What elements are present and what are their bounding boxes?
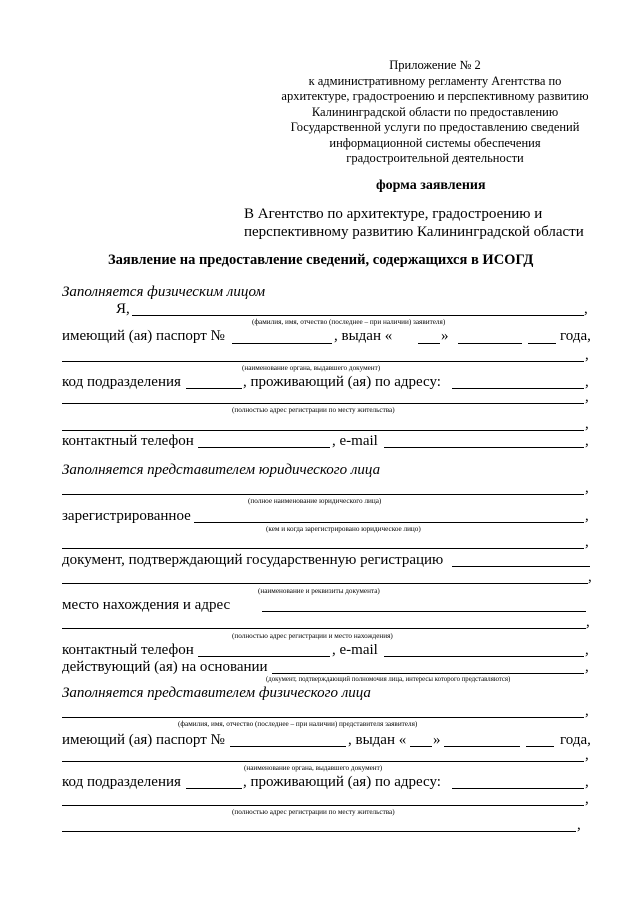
comma: ,	[585, 659, 589, 675]
legal-phone-label: контактный телефон	[62, 642, 194, 658]
rep-issuer-hint: (наименование органа, выдавшего документ)	[244, 764, 383, 772]
rep-year-label: года,	[560, 732, 591, 748]
rep-address-field-2[interactable]	[62, 805, 584, 806]
comma: ,	[588, 569, 592, 585]
quote-close: »	[441, 328, 449, 344]
location-field-2[interactable]	[62, 628, 586, 629]
rep-fio-field[interactable]	[62, 717, 584, 718]
doc-field[interactable]	[452, 566, 590, 567]
rep-address-field-3[interactable]	[62, 831, 576, 832]
basis-hint: (документ, подтверждающий полномочия лица, интересы которого представляются)	[266, 676, 511, 683]
rep-issued-label: , выдан «	[348, 732, 407, 748]
doc-field-2[interactable]	[62, 583, 588, 584]
comma: ,	[585, 433, 589, 449]
appendix-line: градостроительной деятельности	[346, 151, 524, 165]
form-label: форма заявления	[376, 178, 486, 193]
comma: ,	[585, 374, 589, 390]
year-label: года,	[560, 328, 591, 344]
comma: ,	[585, 508, 589, 524]
basis-label: действующий (ая) на основании	[62, 659, 268, 675]
fio-hint: (фамилия, имя, отчество (последнее – при наличии) заявителя)	[252, 318, 446, 326]
rep-residing-label: , проживающий (ая) по адресу:	[243, 774, 441, 790]
rep-issued-day-field[interactable]	[410, 746, 432, 747]
comma: ,	[585, 747, 589, 763]
page-title: Заявление на предоставление сведений, содержащихся в ИСОГД	[108, 252, 534, 268]
addressee-line-1: В Агентство по архитектуре, градостроению и	[244, 206, 543, 222]
doc-label: документ, подтверждающий государственную регистрацию	[62, 552, 444, 568]
issued-month-field[interactable]	[458, 343, 522, 344]
comma: ,	[585, 389, 589, 405]
section-heading-legal: Заполняется представителем юридического лица	[62, 462, 381, 478]
comma: ,	[577, 817, 581, 833]
addressee-line-2: перспективному развитию Калининградской области	[244, 224, 584, 240]
basis-field[interactable]	[272, 673, 584, 674]
issuer-field[interactable]	[62, 361, 584, 362]
i-label: Я,	[116, 301, 130, 317]
phone-label: контактный телефон	[62, 433, 194, 449]
address-hint: (полностью адрес регистрации по месту жительства)	[232, 406, 395, 414]
fio-field[interactable]	[132, 315, 584, 316]
residing-label: , проживающий (ая) по адресу:	[243, 374, 441, 390]
section-heading-individual: Заполняется физическим лицом	[62, 284, 266, 300]
appendix-line: к административному регламенту Агентства по	[308, 73, 562, 88]
address-field-3[interactable]	[62, 430, 584, 431]
issued-label: , выдан «	[334, 328, 393, 344]
appendix-line: Государственной услуги по предоставлению сведений	[290, 120, 580, 134]
registered-field[interactable]	[194, 522, 584, 523]
rep-issued-month-field[interactable]	[444, 746, 520, 747]
legal-email-field[interactable]	[384, 656, 584, 657]
rep-passport-label: имеющий (ая) паспорт №	[62, 732, 225, 748]
location-hint: (полностью адрес регистрации и место нахождения)	[232, 632, 393, 640]
issuer-hint: (наименование органа, выдавшего документ)	[242, 364, 381, 372]
rep-issuer-field[interactable]	[62, 761, 584, 762]
appendix-line: Приложение № 2	[389, 58, 481, 72]
comma: ,	[584, 301, 588, 317]
section-heading-rep: Заполняется представителем физического лица	[62, 685, 371, 701]
comma: ,	[585, 480, 589, 496]
rep-address-hint: (полностью адрес регистрации по месту жительства)	[232, 808, 395, 816]
comma: ,	[585, 347, 589, 363]
registered-field-2[interactable]	[62, 548, 584, 549]
comma: ,	[585, 534, 589, 550]
legal-email-label: , e-mail	[332, 642, 378, 658]
comma: ,	[585, 416, 589, 432]
phone-field[interactable]	[198, 447, 330, 448]
rep-quote-close: »	[433, 732, 441, 748]
appendix-line: Калининградской области по предоставлению	[311, 104, 559, 119]
registered-label: зарегистрированное	[62, 508, 191, 524]
comma: ,	[586, 614, 590, 630]
registered-hint: (кем и когда зарегистрировано юридическое лицо)	[266, 525, 421, 533]
comma: ,	[585, 774, 589, 790]
rep-passport-number-field[interactable]	[230, 746, 346, 747]
email-label: , e-mail	[332, 433, 378, 449]
issued-year-field[interactable]	[528, 343, 556, 344]
legal-name-hint: (полное наименование юридического лица)	[248, 497, 382, 505]
legal-name-field[interactable]	[62, 494, 584, 495]
division-code-field[interactable]	[186, 388, 242, 389]
division-label: код подразделения	[62, 374, 181, 390]
appendix-header	[270, 58, 600, 167]
passport-number-field[interactable]	[232, 343, 332, 344]
issued-day-field[interactable]	[418, 343, 440, 344]
rep-division-code-field[interactable]	[186, 788, 242, 789]
comma: ,	[585, 642, 589, 658]
legal-phone-field[interactable]	[198, 656, 330, 657]
comma: ,	[585, 791, 589, 807]
location-label: место нахождения и адрес	[62, 597, 231, 613]
appendix-line: информационной системы обеспечения	[329, 135, 541, 150]
doc-hint: (наименование и реквизиты документа)	[258, 587, 380, 595]
appendix-line: архитектуре, градостроению и перспективному развитию	[281, 89, 589, 103]
rep-issued-year-field[interactable]	[526, 746, 554, 747]
address-field[interactable]	[452, 388, 584, 389]
rep-fio-hint: (фамилия, имя, отчество (последнее – при наличии) представителя заявителя)	[178, 720, 418, 728]
rep-address-field[interactable]	[452, 788, 584, 789]
passport-label: имеющий (ая) паспорт №	[62, 328, 225, 344]
email-field[interactable]	[384, 447, 584, 448]
rep-division-label: код подразделения	[62, 774, 181, 790]
location-field[interactable]	[262, 611, 586, 612]
comma: ,	[585, 703, 589, 719]
address-field-2[interactable]	[62, 403, 584, 404]
